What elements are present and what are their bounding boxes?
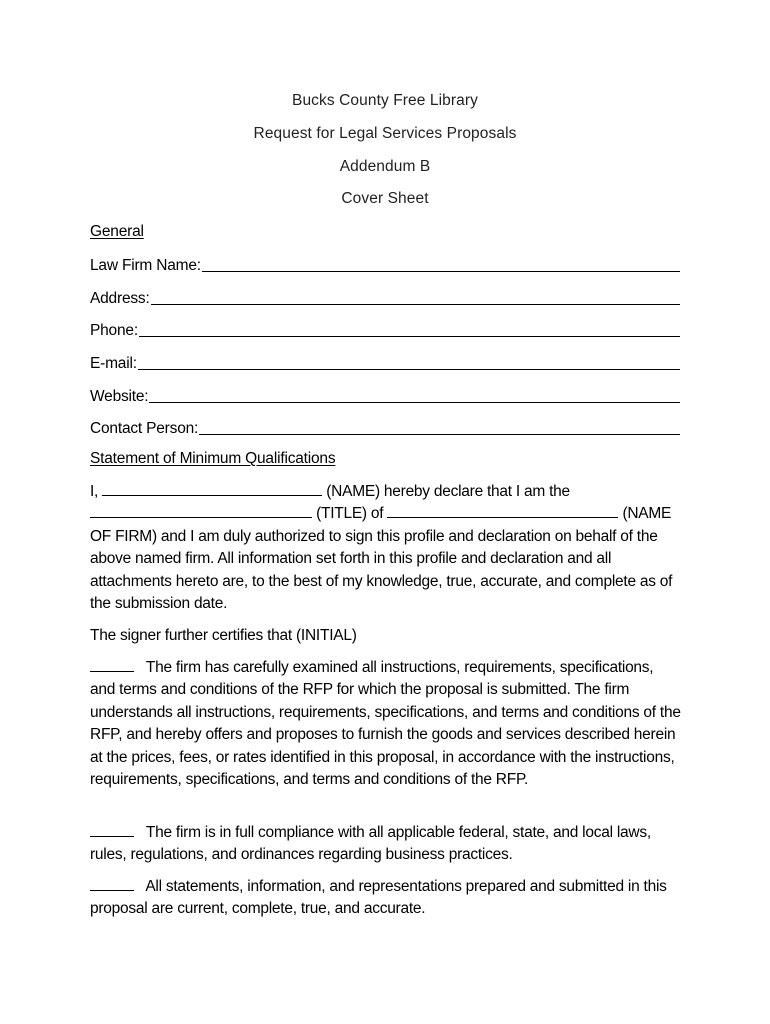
- declaration-body: OF FIRM) and I am duly authorized to sign this profile and declaration on behalf of the above named firm. All information set forth in this profile and declaration and all attachments hereto are, to the best of my knowledge, true, accurate, and complete as of the submission date.: [90, 527, 673, 613]
- field-label: Contact Person:: [90, 420, 199, 437]
- initial-blank[interactable]: [90, 876, 134, 891]
- field-label: Website:: [90, 388, 149, 405]
- document-title: Request for Legal Services Proposals: [253, 125, 517, 142]
- law-firm-name-field[interactable]: [90, 253, 680, 275]
- website-field[interactable]: [90, 384, 680, 406]
- declaration-name-tag: (NAME) hereby declare that I am the: [326, 483, 570, 500]
- declaration-prefix: I,: [90, 483, 99, 500]
- field-label: Law Firm Name:: [90, 257, 201, 274]
- certification-text: All statements, information, and representations prepared and submitted in this proposal are current, complete, true, and accurate.: [90, 878, 667, 918]
- org-name: Bucks County Free Library: [292, 92, 478, 109]
- law-firm-name-line[interactable]: [202, 271, 680, 272]
- field-label: Phone:: [90, 322, 138, 339]
- declaration-title-tag: (TITLE) of: [316, 505, 384, 523]
- address-line[interactable]: [151, 304, 680, 305]
- website-line[interactable]: [149, 402, 680, 403]
- cover-sheet-label: Cover Sheet: [341, 190, 429, 207]
- initial-blank[interactable]: [90, 822, 134, 837]
- firm-blank[interactable]: [387, 503, 618, 518]
- contact-person-field[interactable]: [90, 416, 680, 438]
- qualifications-heading: Statement of Minimum Qualifications: [90, 450, 336, 467]
- addendum-label: Addendum B: [339, 158, 431, 175]
- initial-blank[interactable]: [90, 657, 134, 672]
- contact-person-line[interactable]: [199, 434, 680, 435]
- declaration-paragraph: [90, 481, 682, 615]
- certification-item: [90, 822, 682, 867]
- certification-text: The firm has carefully examined all instructions, requirements, specifications, and terms and conditions of the RFP for which the proposal is submitted. The firm understands all instructions, requirements, specifications, and terms and conditions of the RFP, and hereby offers and proposes to furnish the goods and services described herein at the prices, fees, or rates identified in this proposal, in accordance with the instructions, requirements, specifications, and terms and conditions of the RFP.: [90, 659, 681, 789]
- signer-line: The signer further certifies that (INITIAL): [90, 627, 357, 644]
- name-blank[interactable]: [102, 481, 322, 496]
- certification-text: The firm is in full compliance with all applicable federal, state, and local laws, rules, regulations, and ordinances regarding business practices.: [90, 824, 651, 864]
- phone-field[interactable]: [90, 318, 680, 340]
- title-blank[interactable]: [90, 503, 312, 518]
- field-label: E-mail:: [90, 355, 137, 372]
- email-line[interactable]: [138, 369, 680, 370]
- field-label: Address:: [90, 290, 150, 307]
- declaration-firm-tag: (NAME: [622, 505, 672, 523]
- general-heading: General: [90, 223, 144, 240]
- phone-line[interactable]: [139, 336, 680, 337]
- email-field[interactable]: [90, 351, 680, 373]
- address-field[interactable]: [90, 286, 680, 308]
- certification-item: [90, 876, 682, 921]
- certification-item: [90, 657, 682, 791]
